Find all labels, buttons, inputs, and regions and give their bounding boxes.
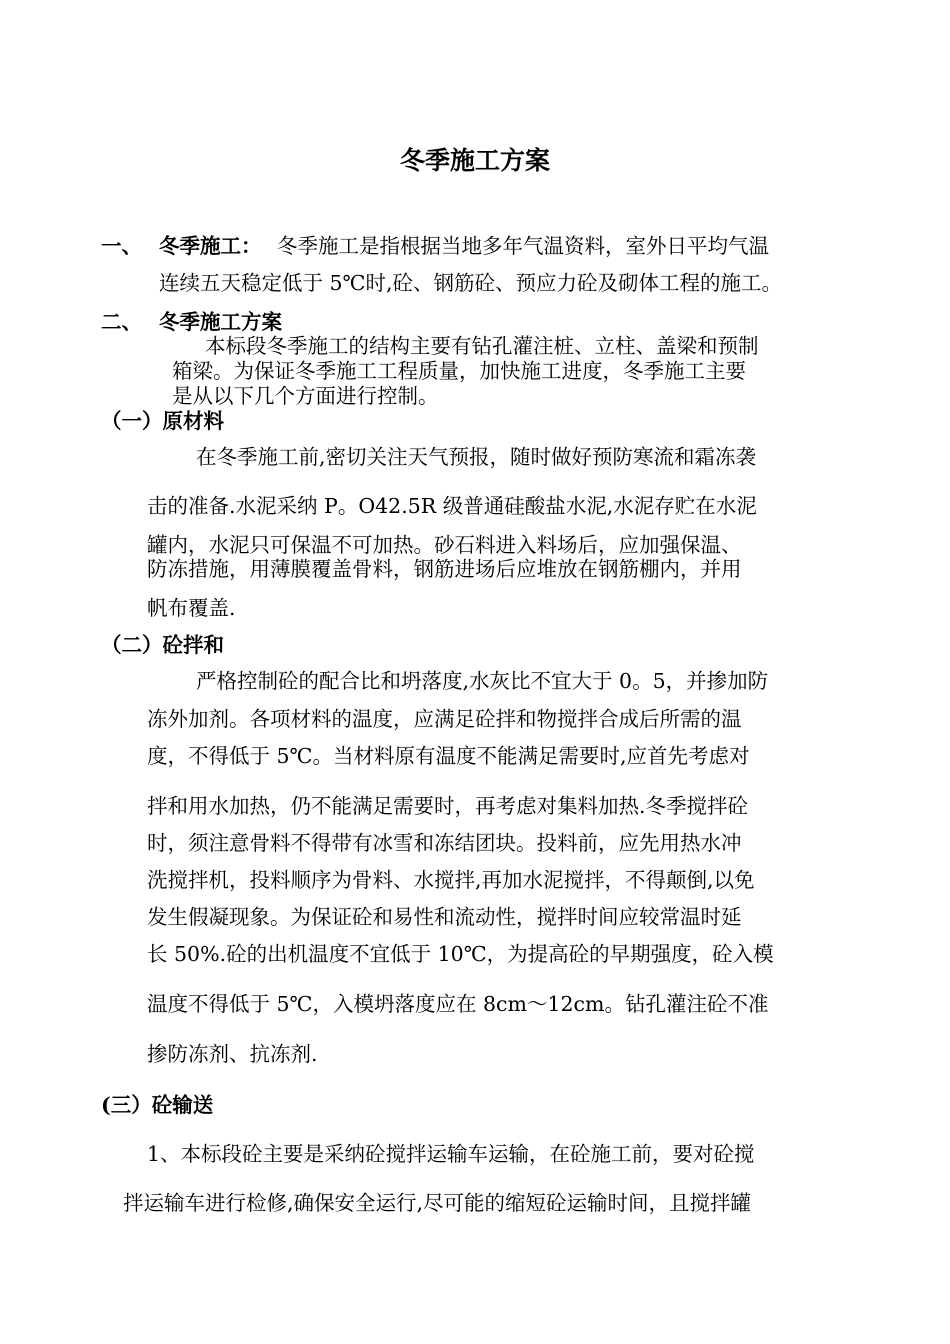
sub2-line-5: 时，须注意骨料不得带有冰雪和冻结团块。投料前，应先用热水冲 [147, 831, 742, 855]
document-title: 冬季施工方案 [399, 146, 550, 175]
sub3-line-1: 1、本标段砼主要是采纳砼搅拌运输车运输，在砼施工前，要对砼搅 [147, 1142, 755, 1166]
section1-line-1: 冬季施工是指根据当地多年气温资料，室外日平均气温 [277, 234, 769, 258]
sub1-line-1: 在冬季施工前,密切关注天气预报，随时做好预防寒流和霜冻袭 [196, 445, 757, 469]
section2-number: 二、 [101, 310, 142, 334]
sub3-heading: (三）砼输送 [101, 1093, 214, 1117]
sub1-line-4: 防冻措施，用薄膜覆盖骨料，钢筋进场后应堆放在钢筋棚内，并用 [147, 557, 742, 581]
sub2-line-3: 度，不得低于 5℃。当材料原有温度不能满足需要时,应首先考虑对 [147, 744, 750, 768]
sub1-line-5: 帆布覆盖. [147, 596, 236, 620]
section2-line-2: 箱梁。为保证冬季施工工程质量，加快施工进度，冬季施工主要 [172, 359, 746, 383]
sub2-line-9: 温度不得低于 5℃，入模坍落度应在 8cm～12cm。钻孔灌注砼不准 [147, 992, 769, 1016]
section1-number: 一、 [101, 234, 142, 258]
sub1-line-3: 罐内，水泥只可保温不可加热。砂石料进入料场后，应加强保温、 [147, 533, 742, 557]
sub2-line-10: 掺防冻剂、抗冻剂. [147, 1042, 318, 1066]
sub2-line-2: 冻外加剂。各项材料的温度，应满足砼拌和物搅拌合成后所需的温 [147, 707, 742, 731]
section2-heading: 冬季施工方案 [159, 310, 282, 334]
section2-line-3: 是从以下几个方面进行控制。 [172, 384, 439, 408]
sub1-line-2: 击的准备.水泥采纳 P。O42.5R 级普通硅酸盐水泥,水泥存贮在水泥 [147, 494, 757, 518]
sub2-line-1: 严格控制砼的配合比和坍落度,水灰比不宜大于 0。5，并掺加防 [196, 669, 769, 693]
section2-line-1: 本标段冬季施工的结构主要有钻孔灌注桩、立柱、盖梁和预制 [205, 334, 759, 358]
sub2-line-6: 洗搅拌机，投料顺序为骨料、水搅拌,再加水泥搅拌，不得颠倒,以免 [147, 868, 755, 892]
sub3-line-2: 拌运输车进行检修,确保安全运行,尽可能的缩短砼运输时间，且搅拌罐 [123, 1191, 752, 1215]
sub2-line-8: 长 50%.砼的出机温度不宜低于 10℃，为提高砼的早期强度，砼入模 [147, 942, 774, 966]
sub2-line-7: 发生假凝现象。为保证砼和易性和流动性，搅拌时间应较常温时延 [147, 905, 742, 929]
section1-heading: 冬季施工： [159, 234, 262, 258]
section1-line-2: 连续五天稳定低于 5℃时,砼、钢筋砼、预应力砼及砌体工程的施工。 [159, 271, 783, 295]
sub2-line-4: 拌和用水加热，仍不能满足需要时，再考虑对集料加热.冬季搅拌砼 [147, 794, 749, 818]
sub2-heading: （二）砼拌和 [101, 633, 224, 657]
sub1-heading: （一）原材料 [101, 409, 224, 433]
